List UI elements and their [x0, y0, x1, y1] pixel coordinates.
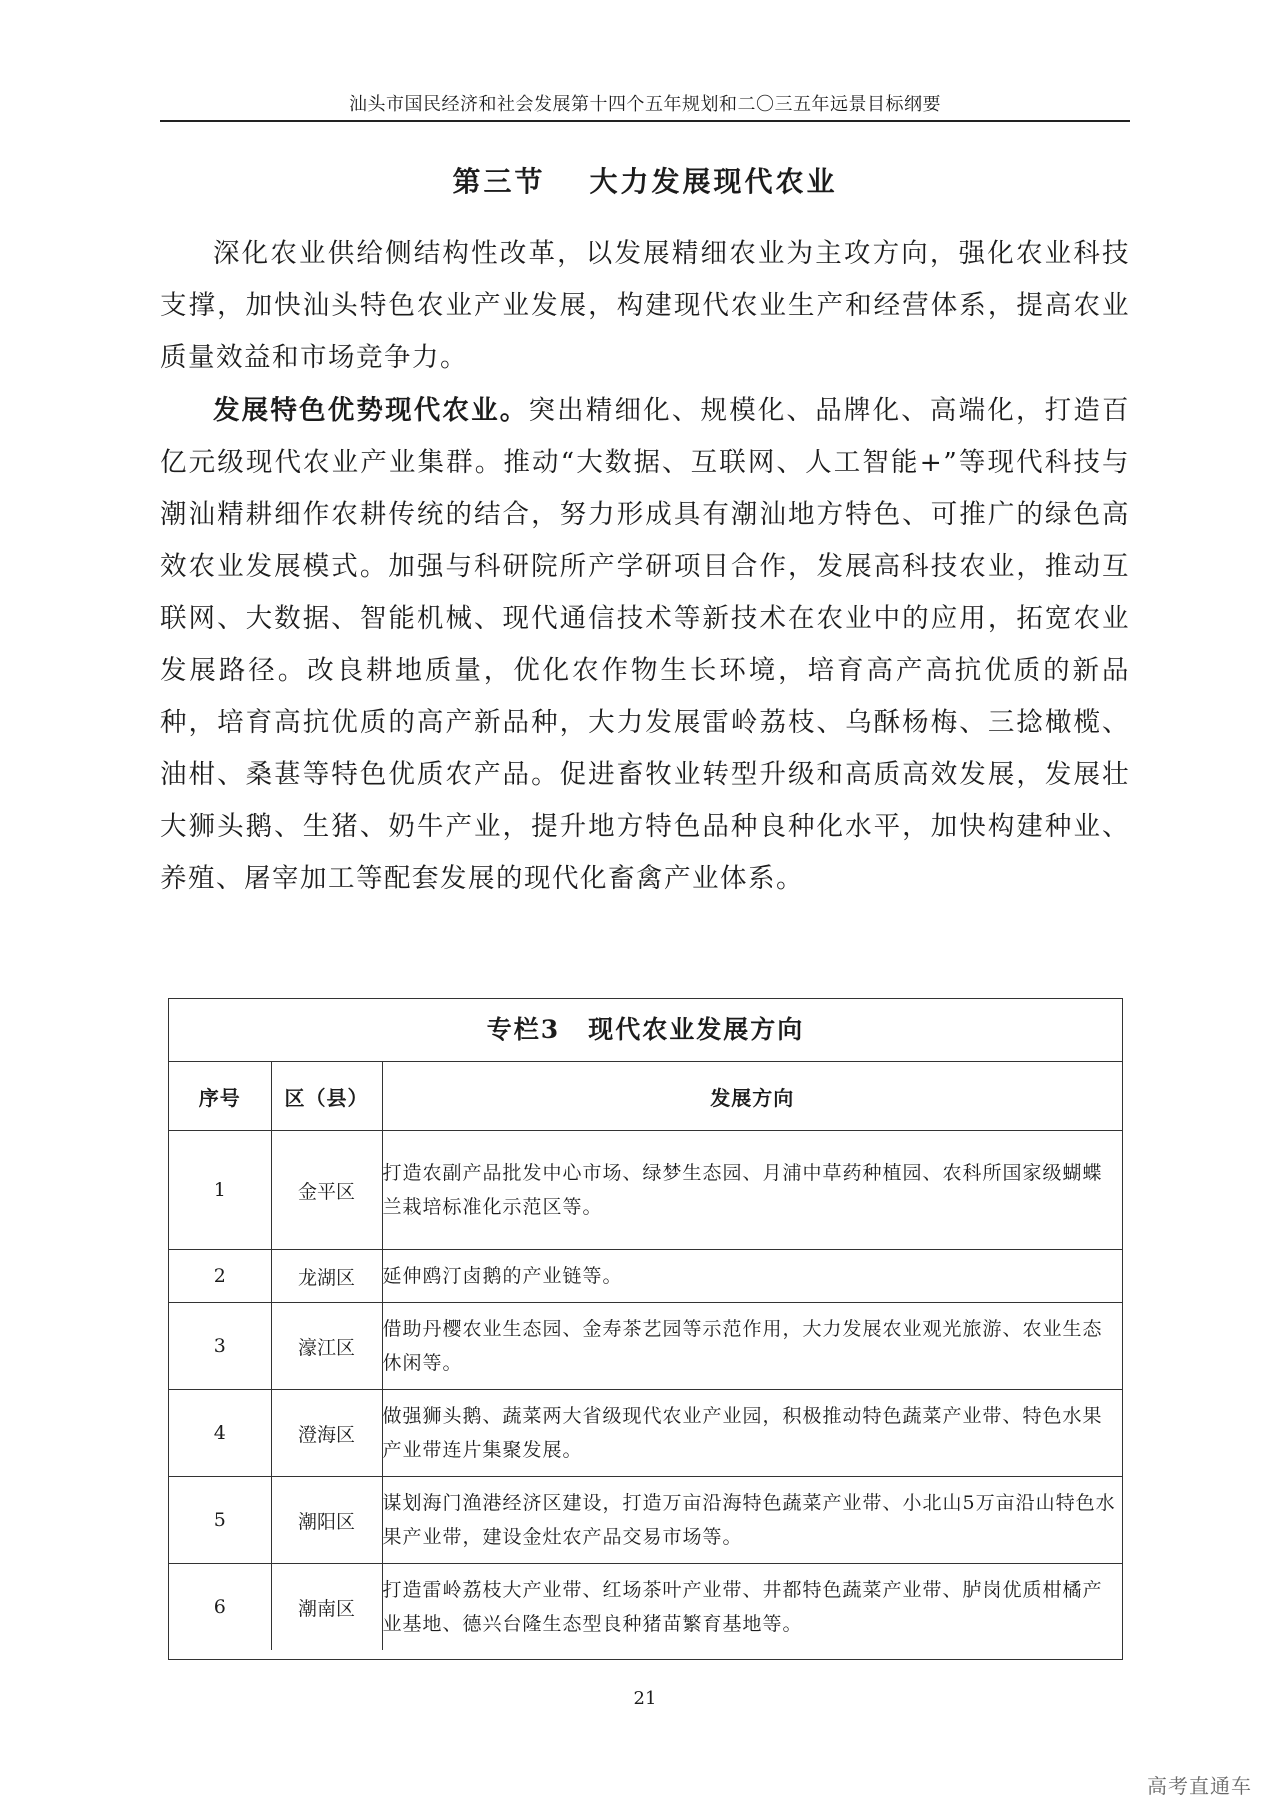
row-district: 龙湖区 — [271, 1250, 382, 1303]
agriculture-direction-box — [168, 998, 1123, 1660]
table-row — [169, 1477, 1122, 1564]
row-number: 3 — [169, 1303, 271, 1390]
paragraph-special-agriculture — [160, 385, 1130, 905]
row-direction: 做强狮头鹅、蔬菜两大省级现代农业产业园，积极推动特色蔬菜产业带、特色水果产业带连片集聚发展。 — [382, 1390, 1122, 1477]
row-direction: 打造雷岭荔枝大产业带、红场茶叶产业带、井都特色蔬菜产业带、胪岗优质柑橘产业基地、德兴台隆生态型良种猪苗繁育基地等。 — [382, 1564, 1122, 1651]
running-header: 汕头市国民经济和社会发展第十四个五年规划和二〇三五年远景目标纲要 — [349, 94, 941, 115]
row-number: 2 — [169, 1250, 271, 1303]
row-direction: 打造农副产品批发中心市场、绿梦生态园、月浦中草药种植园、农科所国家级蝴蝶兰栽培标准化示范区等。 — [382, 1131, 1122, 1250]
row-number: 6 — [169, 1564, 271, 1651]
row-direction: 延伸鸥汀卤鹅的产业链等。 — [382, 1250, 1122, 1303]
table-row — [169, 1131, 1122, 1250]
paragraph-body: 突出精细化、规模化、品牌化、高端化，打造百亿元级现代农业产业集群。推动“大数据、互联网、人工智能+”等现代科技与潮汕精耕细作农耕传统的结合，努力形成具有潮汕地方特色、可推广的绿色高效农业发展模式。加强与科研院所产学研项目合作，发展高科技农业，推动互联网、大数据、智能机械、现代通信技术等新技术在农业中的应用，拓宽农业发展路径。改良耕地质量，优化农作物生长环境，培育高产高抗优质的新品种，培育高抗优质的高产新品种，大力发展雷岭荔枝、乌酥杨梅、三捻橄榄、油柑、桑葚等特色优质农产品。促进畜牧业转型升级和高质高效发展，发展壮大狮头鹅、生猪、奶牛产业，提升地方特色品种良种化水平，加快构建种业、养殖、屠宰加工等配套发展的现代化畜禽产业体系。 — [160, 395, 1131, 894]
direction-table — [169, 1062, 1122, 1650]
paragraph-intro: 深化农业供给侧结构性改革，以发展精细农业为主攻方向，强化农业科技支撑，加快汕头特色农业产业发展，构建现代农业生产和经营体系，提高农业质量效益和市场竞争力。 — [160, 238, 1130, 373]
section-title — [160, 160, 1130, 200]
column-header-district: 区（县） — [271, 1062, 382, 1131]
row-district: 潮南区 — [271, 1564, 382, 1651]
row-district: 澄海区 — [271, 1390, 382, 1477]
table-heading: 现代农业发展方向 — [588, 1015, 805, 1044]
row-district: 潮阳区 — [271, 1477, 382, 1564]
table-row — [169, 1303, 1122, 1390]
column-header-number: 序号 — [169, 1062, 271, 1131]
table-header-row — [169, 1062, 1122, 1131]
page-number: 21 — [633, 1688, 657, 1709]
paragraph-lead: 发展特色优势现代农业。 — [213, 395, 529, 426]
column-header-direction: 发展方向 — [382, 1062, 1122, 1131]
row-number: 5 — [169, 1477, 271, 1564]
row-district: 濠江区 — [271, 1303, 382, 1390]
table-row — [169, 1564, 1122, 1651]
table-row — [169, 1250, 1122, 1303]
row-number: 4 — [169, 1390, 271, 1477]
header-rule — [160, 120, 1130, 122]
table-title — [169, 999, 1122, 1062]
row-direction: 借助丹樱农业生态园、金寿茶艺园等示范作用，大力发展农业观光旅游、农业生态休闲等。 — [382, 1303, 1122, 1390]
row-number: 1 — [169, 1131, 271, 1250]
section-heading: 大力发展现代农业 — [589, 165, 838, 198]
watermark: 高考直通车 — [1147, 1774, 1252, 1798]
row-direction: 谋划海门渔港经济区建设，打造万亩沿海特色蔬菜产业带、小北山5万亩沿山特色水果产业带，建设金灶农产品交易市场等。 — [382, 1477, 1122, 1564]
table-row — [169, 1390, 1122, 1477]
section-number: 第三节 — [452, 165, 546, 198]
row-district: 金平区 — [271, 1131, 382, 1250]
table-label: 专栏3 — [486, 1015, 561, 1044]
